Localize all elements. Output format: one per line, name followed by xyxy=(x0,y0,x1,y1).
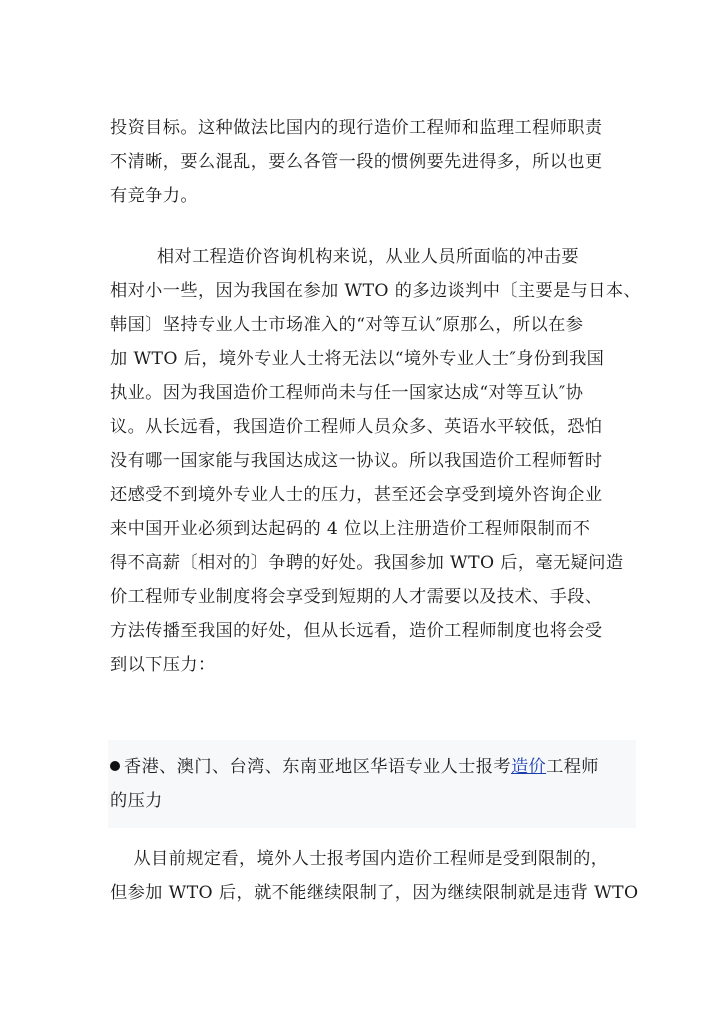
text-line: 到以下压力： xyxy=(110,655,216,675)
text-line: 加 WTO 后，境外专业人士将无法以“境外专业人士″身份到我国 xyxy=(110,349,605,369)
text-line: 价工程师专业制度将会享受到短期的人才需要以及技术、手段、 xyxy=(110,587,603,607)
text-line: 来中国开业必须到达起码的 4 位以上注册造价工程师限制而不 xyxy=(110,519,591,539)
bullet-line xyxy=(110,750,630,784)
bullet-text: 香港、澳门、台湾、东南亚地区华语专业人士报考 xyxy=(124,757,511,777)
text-line: 方法传播至我国的好处，但从长远看，造价工程师制度也将会受 xyxy=(110,621,603,641)
text-line: 还感受不到境外专业人士的压力，甚至还会享受到境外咨询企业 xyxy=(110,485,603,505)
text-line: 相对工程造价咨询机构来说，从业人员所面临的冲击要 xyxy=(110,247,580,267)
bullet-dot-icon xyxy=(110,761,120,771)
text-line: 得不高薪〔相对的〕争聘的好处。我国参加 WTO 后，毫无疑问造 xyxy=(110,553,624,573)
text-line: 有竞争力。 xyxy=(110,186,198,206)
text-line: 不清晰，要么混乱，要么各管一段的惯例要先进得多，所以也更 xyxy=(110,152,603,172)
text-line: 从目前规定看，境外人士报考国内造价工程师是受到限制的， xyxy=(110,849,609,869)
bullet-item xyxy=(108,740,636,828)
text-line: 韩国〕坚持专业人士市场准入的“对等互认″原那么，所以在参 xyxy=(110,315,584,335)
cost-link[interactable]: 造价 xyxy=(510,757,547,777)
text-line: 执业。因为我国造价工程师尚未与任一国家达成“对等互认″协 xyxy=(110,383,584,403)
text-line: 议。从长远看，我国造价工程师人员众多、英语水平较低，恐怕 xyxy=(110,417,603,437)
text-line: 投资目标。这种做法比国内的现行造价工程师和监理工程师职责 xyxy=(110,118,603,138)
text-line: 但参加 WTO 后，就不能继续限制了，因为继续限制就是违背 WTO xyxy=(110,883,639,903)
bullet-line-2: 的压力 xyxy=(110,791,163,811)
bullet-text-end: 工程师 xyxy=(546,757,599,777)
text-line: 相对小一些，因为我国在参加 WTO 的多边谈判中〔主要是与日本、 xyxy=(110,281,642,301)
text-line: 没有哪一国家能与我国达成这一协议。所以我国造价工程师暂时 xyxy=(110,451,603,471)
